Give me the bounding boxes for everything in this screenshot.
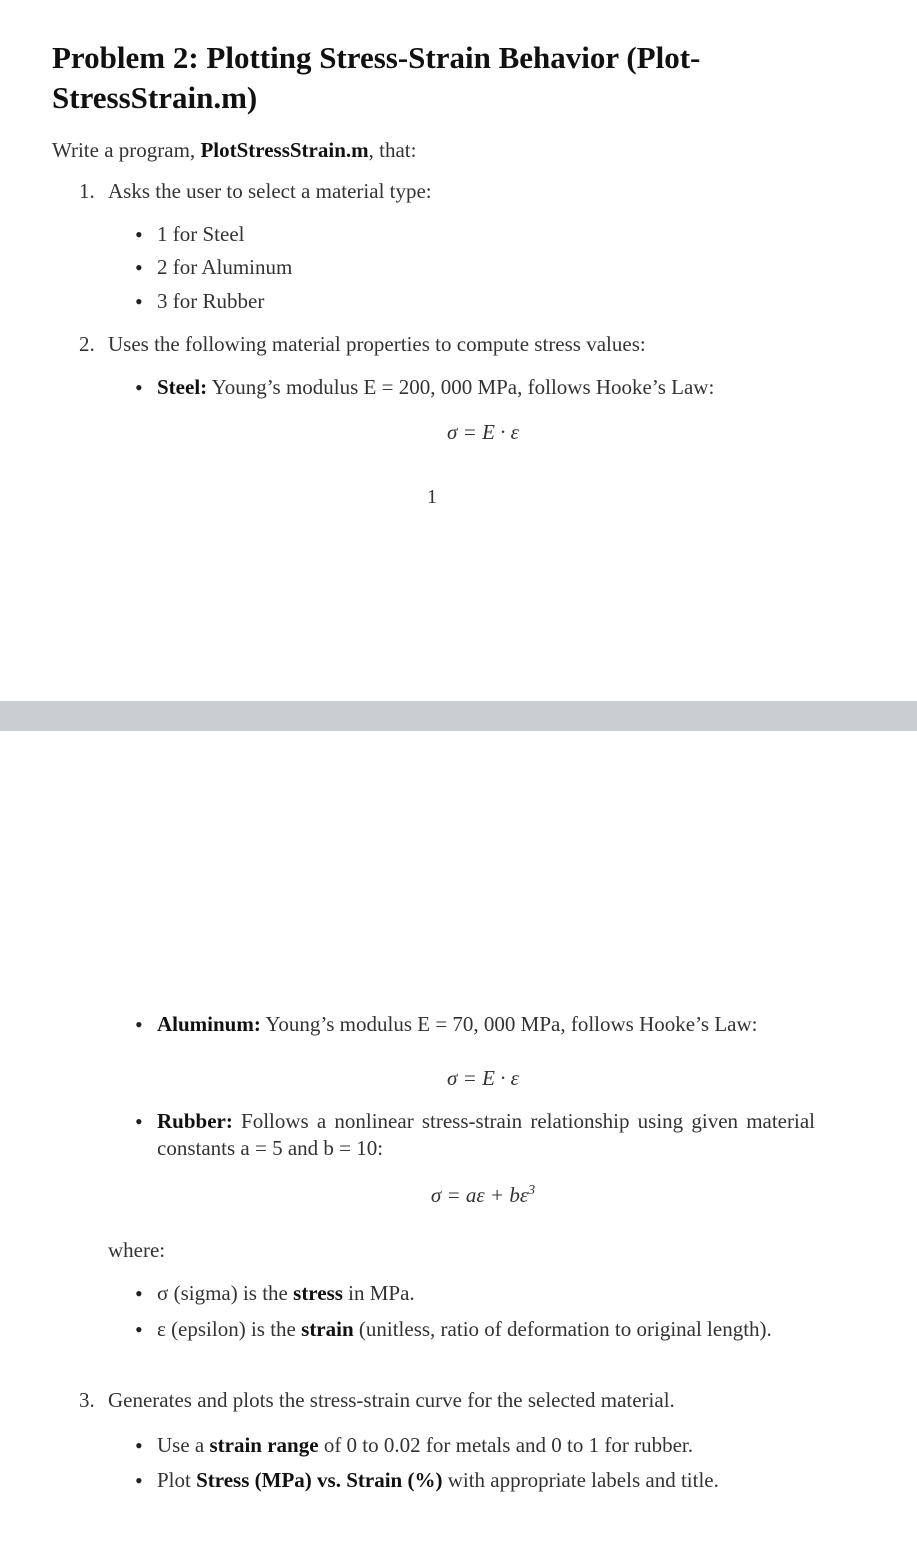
step-2-text: Uses the following material properties to compute stress values:: [108, 332, 646, 356]
aluminum-label: Aluminum:: [157, 1012, 261, 1036]
rubber-text: Follows a nonlinear stress-strain relationship using given material constants a = 5 and b = 10:: [157, 1109, 815, 1160]
rubber-property: [157, 1108, 815, 1162]
steel-property: [157, 374, 827, 401]
intro-text-end: , that:: [368, 138, 417, 162]
definition-term: stress: [293, 1281, 343, 1305]
bullet-text: Plot: [157, 1468, 197, 1492]
rubber-label: Rubber:: [157, 1109, 233, 1133]
bullet-text-end: with appropriate labels and title.: [442, 1468, 719, 1492]
material-option: • 2 for Aluminum: [157, 254, 292, 281]
intro-text: Write a program,: [52, 138, 201, 162]
material-option: • 3 for Rubber: [157, 288, 264, 315]
definition-text: σ (sigma) is the: [157, 1281, 294, 1305]
aluminum-text: Young’s modulus E = 70, 000 MPa, follows Hooke’s Law:: [260, 1012, 758, 1036]
rubber-equation-body: σ = aε + bε: [430, 1183, 529, 1207]
bullet-term: strain range: [209, 1433, 319, 1457]
steel-text: Young’s modulus E = 200, 000 MPa, follows Hooke’s Law:: [207, 375, 715, 399]
definition-term: strain: [301, 1317, 354, 1341]
rubber-equation: [0, 1183, 917, 1208]
intro-paragraph: [52, 137, 872, 164]
bullet-text: Use a: [157, 1433, 210, 1457]
step-1-number: 1.: [79, 179, 95, 203]
title-line-2: StressStrain.m): [52, 80, 258, 115]
aluminum-property: [157, 1011, 815, 1038]
page-number: 1: [427, 486, 437, 508]
steel-equation: σ = E · ε: [447, 420, 519, 444]
step-3-bullet: [157, 1467, 815, 1494]
definition-item: [157, 1316, 815, 1343]
step-3-text: Generates and plots the stress-strain curve for the selected material.: [108, 1388, 675, 1412]
page-break-divider: [0, 701, 917, 731]
step-1-text: Asks the user to select a material type:: [108, 179, 432, 203]
material-option: • 1 for Steel: [157, 221, 244, 248]
bullet-text-end: of 0 to 0.02 for metals and 0 to 1 for rubber.: [318, 1433, 693, 1457]
steel-label: Steel:: [157, 375, 208, 399]
page-title: [52, 38, 872, 118]
where-label: where:: [108, 1238, 166, 1262]
aluminum-equation: σ = E · ε: [447, 1066, 519, 1090]
definition-text: ε (epsilon) is the: [157, 1317, 302, 1341]
bullet-term: Stress (MPa) vs. Strain (%): [196, 1468, 443, 1492]
definition-text-end: (unitless, ratio of deformation to original length).: [353, 1317, 772, 1341]
definition-item: [157, 1280, 815, 1307]
step-3-number: 3.: [79, 1388, 95, 1412]
step-3-bullet: [157, 1432, 815, 1459]
definition-text-end: in MPa.: [342, 1281, 415, 1305]
program-name: PlotStressStrain.m: [200, 138, 369, 162]
rubber-exponent: 3: [528, 1183, 536, 1198]
step-2-number: 2.: [79, 332, 95, 356]
title-line-1: Problem 2: Plotting Stress-Strain Behavior (Plot-: [52, 40, 701, 75]
